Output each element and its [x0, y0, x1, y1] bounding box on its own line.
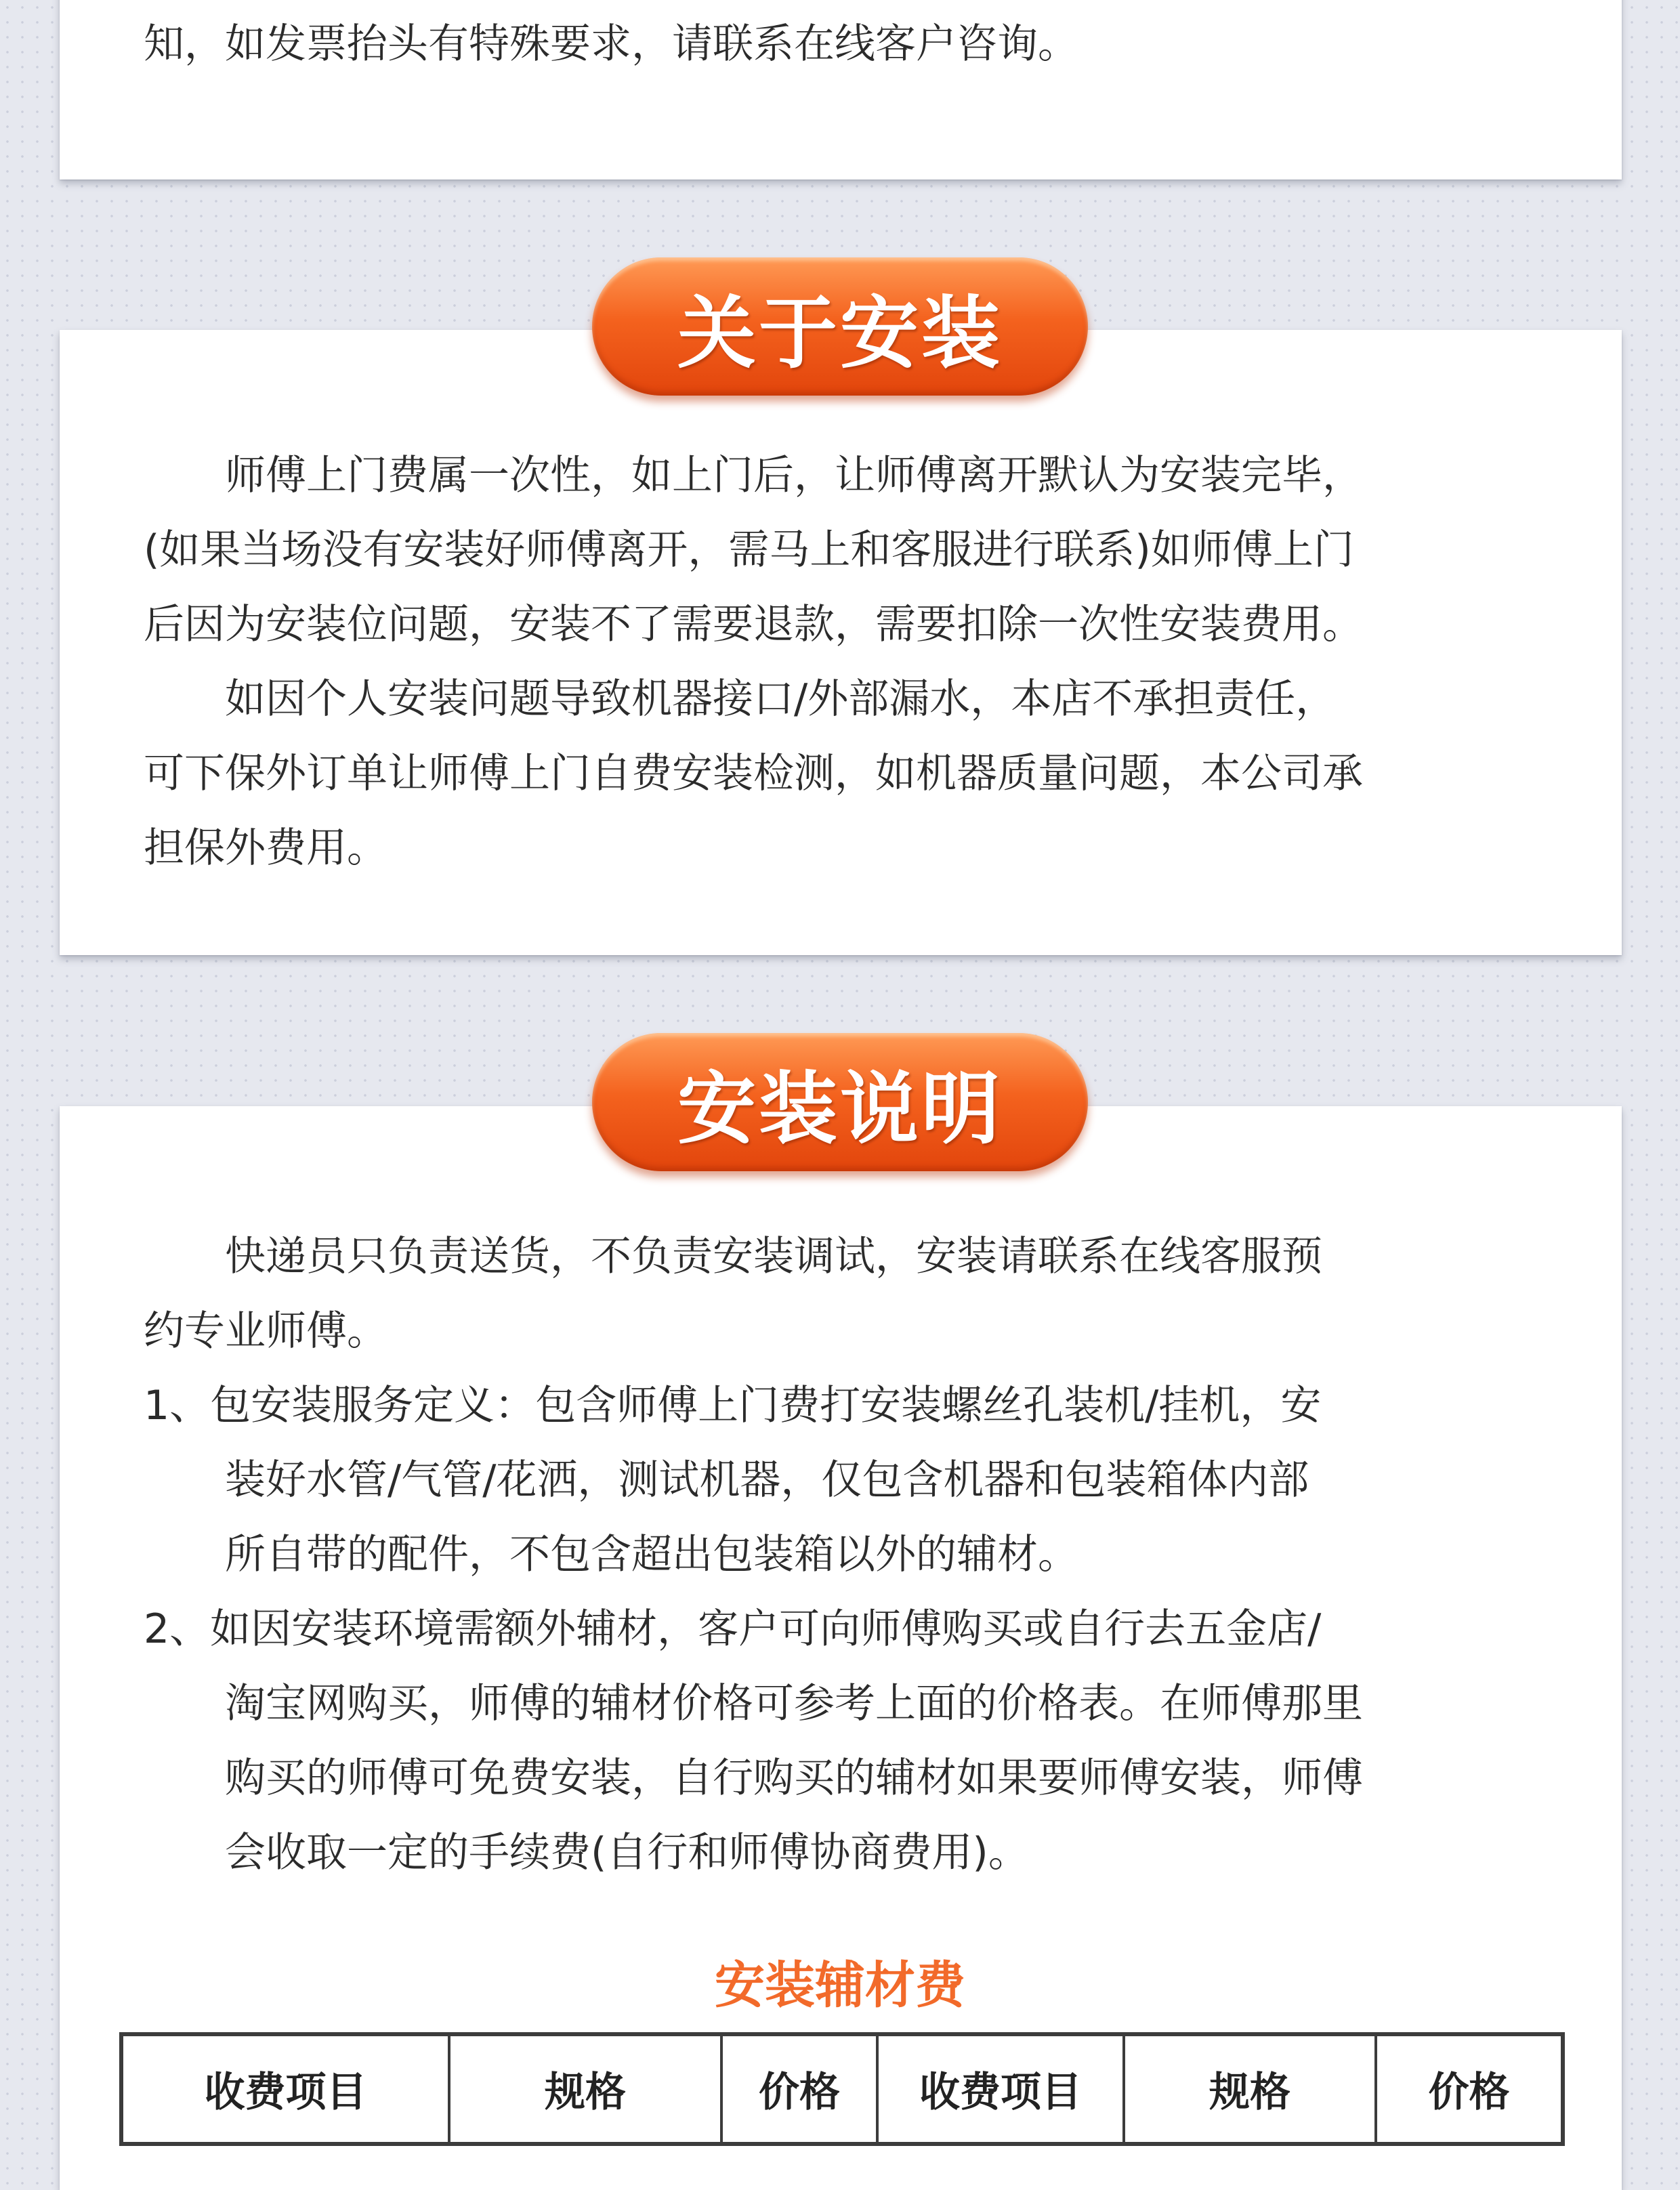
install-line-1: 师傅上门费属一次性，如上门后，让师傅离开默认为安装完毕，	[225, 452, 1363, 499]
install-line-2: (如果当场没有安装好师傅离开，需马上和客服进行联系)如师傅上门	[144, 526, 1354, 574]
section-heading-install	[592, 257, 1088, 396]
section-heading-notes	[592, 1033, 1088, 1171]
section-heading-notes-text: 安装说明	[677, 1063, 1003, 1155]
notes-item-1-line-3: 所自带的配件，不包含超出包装箱以外的辅材。	[225, 1531, 1078, 1578]
notes-item-1-line-1: 1、包安装服务定义：包含师傅上门费打安装螺丝孔装机/挂机，安	[144, 1382, 1322, 1429]
column-header-price: 价格	[721, 2034, 877, 2144]
notes-item-1-line-2: 装好水管/气管/花洒，测试机器，仅包含机器和包装箱体内部	[225, 1456, 1309, 1504]
table-header-row	[121, 2034, 1563, 2144]
column-header-spec: 规格	[1124, 2034, 1376, 2144]
notes-item-2-line-2: 淘宝网购买，师傅的辅材价格可参考上面的价格表。在师傅那里	[225, 1680, 1363, 1727]
column-header-spec: 规格	[449, 2034, 721, 2144]
fees-table-title: 安装辅材费	[715, 1956, 965, 2015]
section-heading-install-text: 关于安装	[677, 287, 1003, 379]
install-notes-card	[60, 1106, 1622, 2190]
install-line-5: 可下保外订单让师傅上门自费安装检测，如机器质量问题，本公司承	[144, 750, 1363, 797]
notes-item-2-line-3: 购买的师傅可免费安装，自行购买的辅材如果要师傅安装，师傅	[225, 1754, 1363, 1802]
column-header-item: 收费项目	[121, 2034, 449, 2144]
notes-item-2-line-4: 会收取一定的手续费(自行和师傅协商费用)。	[225, 1829, 1029, 1876]
column-header-item: 收费项目	[877, 2034, 1124, 2144]
invoice-line: 知，如发票抬头有特殊要求，请联系在线客户咨询。	[144, 20, 1078, 68]
fees-table	[119, 2032, 1565, 2146]
notes-line-1: 快递员只负责送货，不负责安装调试，安装请联系在线客服预	[225, 1233, 1322, 1280]
install-card	[60, 330, 1622, 955]
column-header-price: 价格	[1376, 2034, 1563, 2144]
install-line-3: 后因为安装位问题，安装不了需要退款，需要扣除一次性安装费用。	[144, 601, 1363, 648]
install-line-4: 如因个人安装问题导致机器接口/外部漏水，本店不承担责任，	[225, 675, 1337, 723]
install-line-6: 担保外费用。	[144, 824, 387, 872]
notes-item-2-line-1: 2、如因安装环境需额外辅材，客户可向师傅购买或自行去五金店/	[144, 1605, 1322, 1653]
invoice-card	[60, 0, 1622, 180]
notes-line-2: 约专业师傅。	[144, 1307, 387, 1355]
